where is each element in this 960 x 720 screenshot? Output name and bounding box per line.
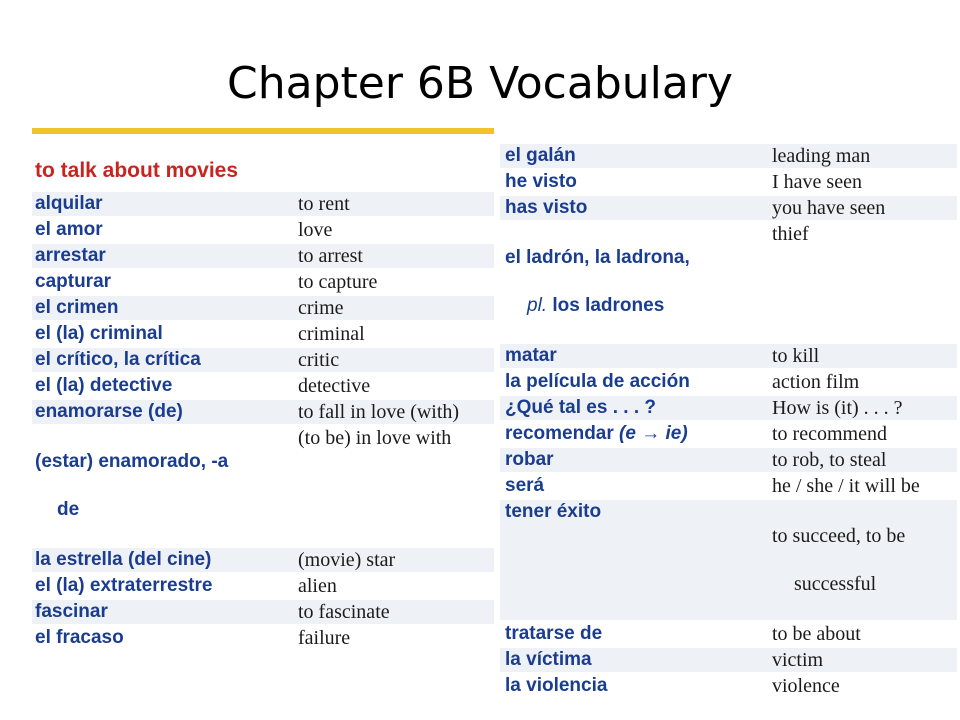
vocab-term: tratarse de bbox=[505, 623, 603, 644]
vocab-translation: alien bbox=[298, 575, 337, 597]
vocab-row bbox=[32, 218, 494, 244]
plural-abbrev: pl. bbox=[527, 295, 548, 316]
vocab-translation: you have seen bbox=[772, 197, 886, 219]
vocab-translation-continuation: successful bbox=[794, 573, 877, 595]
vocab-translation: (to be) in love with bbox=[298, 427, 452, 449]
vocab-row bbox=[32, 322, 494, 348]
vocab-translation: to rob, to steal bbox=[772, 449, 887, 471]
vocab-row bbox=[32, 192, 494, 218]
vocab-panel-left bbox=[32, 128, 494, 649]
vocab-term-continuation: de bbox=[57, 499, 80, 520]
vocab-translation: action film bbox=[772, 371, 860, 393]
vocab-translation-line: to succeed, to be bbox=[772, 525, 906, 547]
vocab-row bbox=[500, 196, 957, 222]
vocab-translation: to capture bbox=[298, 271, 378, 293]
vocab-term: tener éxito bbox=[505, 501, 602, 522]
vocab-term: el fracaso bbox=[35, 627, 124, 648]
accent-bar bbox=[32, 128, 494, 134]
vocab-translation: failure bbox=[298, 627, 351, 649]
vocab-row bbox=[32, 600, 494, 626]
vocab-term bbox=[500, 222, 772, 342]
plural-form: los ladrones bbox=[547, 295, 665, 316]
vocab-term: matar bbox=[505, 345, 557, 366]
vocab-translation: to fascinate bbox=[298, 601, 390, 623]
vocab-term bbox=[500, 422, 772, 446]
vocab-term: arrestar bbox=[35, 245, 106, 266]
vocab-translation: to recommend bbox=[772, 423, 887, 445]
vocab-row bbox=[32, 374, 494, 400]
vocab-term: el (la) criminal bbox=[35, 323, 163, 344]
vocab-list-right bbox=[500, 144, 957, 700]
vocab-row bbox=[32, 348, 494, 374]
vocab-row bbox=[32, 244, 494, 270]
vocab-term: será bbox=[505, 475, 545, 496]
vocab-row bbox=[500, 344, 957, 370]
vocab-translation: I have seen bbox=[772, 171, 862, 193]
vocab-translation: How is (it) . . . ? bbox=[772, 397, 903, 419]
slide-title: Chapter 6B Vocabulary bbox=[227, 58, 733, 109]
vocab-translation: to kill bbox=[772, 345, 820, 367]
vocab-row bbox=[500, 144, 957, 170]
vocab-translation: violence bbox=[772, 675, 840, 697]
vocab-term: alquilar bbox=[35, 193, 103, 214]
vocab-panel-right bbox=[500, 140, 957, 697]
vocab-list-left bbox=[32, 192, 494, 652]
vocab-translation: victim bbox=[772, 649, 824, 671]
vocab-translation: to be about bbox=[772, 623, 861, 645]
vocab-row bbox=[32, 626, 494, 652]
vocab-row bbox=[500, 500, 957, 622]
vocab-row bbox=[500, 448, 957, 474]
section-heading: to talk about movies bbox=[35, 159, 239, 182]
vocab-row bbox=[500, 474, 957, 500]
vocab-term: el (la) detective bbox=[35, 375, 173, 396]
vocab-translation: thief bbox=[772, 223, 809, 245]
vocab-term: la violencia bbox=[505, 675, 608, 696]
vocab-term: el galán bbox=[505, 145, 576, 166]
vocab-translation: criminal bbox=[298, 323, 365, 345]
vocab-translation: crime bbox=[298, 297, 344, 319]
vocab-translation: leading man bbox=[772, 145, 871, 167]
vocab-translation: love bbox=[298, 219, 333, 241]
vocab-term bbox=[32, 426, 298, 546]
vocab-row bbox=[32, 400, 494, 426]
vocab-translation: (movie) star bbox=[298, 549, 396, 571]
vocab-term: la víctima bbox=[505, 649, 592, 670]
vocab-translation: he / she / it will be bbox=[772, 475, 920, 497]
vocab-term: fascinar bbox=[35, 601, 108, 622]
vocab-translation: critic bbox=[298, 349, 340, 371]
vocab-row bbox=[500, 396, 957, 422]
vocab-row bbox=[500, 170, 957, 196]
vocab-term: robar bbox=[505, 449, 554, 470]
vocab-term-word: recomendar bbox=[505, 423, 614, 444]
vocab-row bbox=[32, 270, 494, 296]
vocab-term-continuation bbox=[505, 294, 772, 318]
vocab-term: la película de acción bbox=[505, 371, 690, 392]
vocab-translation: to fall in love (with) bbox=[298, 401, 460, 423]
vocab-term: ¿Qué tal es . . . ? bbox=[505, 397, 656, 418]
vocab-row bbox=[500, 422, 957, 448]
vocab-term: el crimen bbox=[35, 297, 119, 318]
vocab-row bbox=[500, 674, 957, 700]
vocab-row bbox=[500, 370, 957, 396]
vocab-term: el crítico, la crítica bbox=[35, 349, 201, 370]
vocab-translation: to arrest bbox=[298, 245, 363, 267]
vocab-term: capturar bbox=[35, 271, 112, 292]
vocab-row bbox=[32, 296, 494, 322]
vocab-row bbox=[500, 648, 957, 674]
vocab-row bbox=[32, 426, 494, 548]
vocab-translation: detective bbox=[298, 375, 371, 397]
stem-change-note: (e → ie) bbox=[613, 423, 688, 444]
vocab-term: has visto bbox=[505, 197, 588, 218]
vocab-term-line: (estar) enamorado, -a bbox=[35, 451, 229, 472]
vocab-row bbox=[32, 548, 494, 574]
vocab-term-line: el ladrón, la ladrona, bbox=[505, 247, 690, 268]
vocab-row bbox=[32, 574, 494, 600]
vocab-row bbox=[500, 622, 957, 648]
vocab-term: el amor bbox=[35, 219, 103, 240]
vocab-term: el (la) extraterrestre bbox=[35, 575, 213, 596]
vocab-term: he visto bbox=[505, 171, 577, 192]
vocab-term: la estrella (del cine) bbox=[35, 549, 212, 570]
vocab-translation: to rent bbox=[298, 193, 350, 215]
vocab-row bbox=[500, 222, 957, 344]
vocab-term: enamorarse (de) bbox=[35, 401, 183, 422]
vocab-translation bbox=[772, 500, 957, 620]
